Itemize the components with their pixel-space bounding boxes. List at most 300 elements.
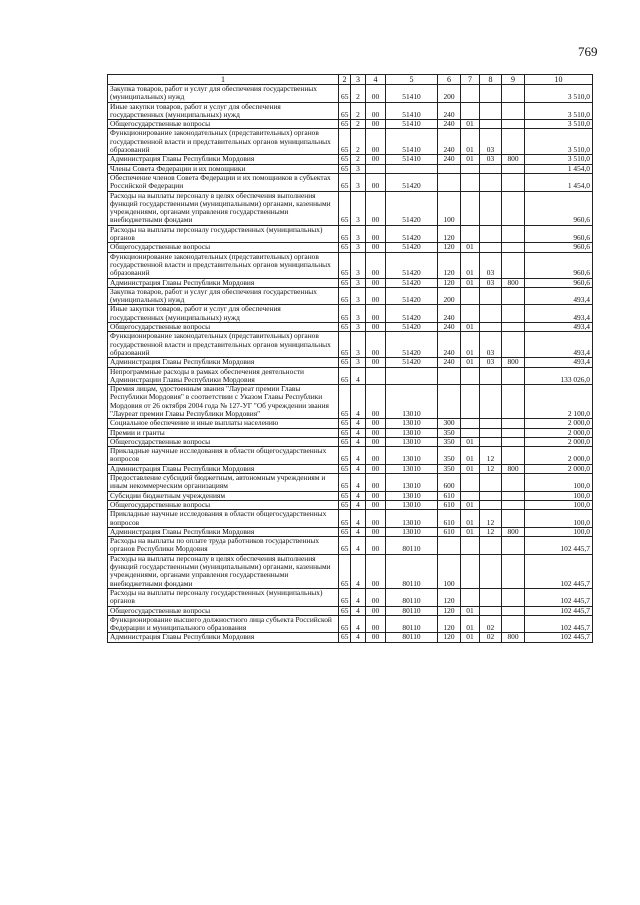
row-code-1: 65 (339, 323, 351, 332)
table-row (108, 102, 593, 120)
row-code-3: 00 (366, 419, 386, 428)
row-amount: 102 445,7 (525, 588, 593, 606)
row-code-7 (480, 428, 502, 437)
row-code-8 (502, 437, 525, 446)
row-code-2: 3 (351, 225, 366, 243)
row-code-4: 51420 (386, 323, 438, 332)
row-code-6: 01 (461, 437, 480, 446)
row-code-5: 120 (438, 633, 461, 642)
row-code-4: 51420 (386, 305, 438, 323)
row-code-7: 03 (480, 332, 502, 358)
row-code-3: 00 (366, 606, 386, 615)
row-code-8 (502, 447, 525, 465)
row-description: Субсидии бюджетным учреждениям (108, 491, 339, 500)
row-code-1: 65 (339, 437, 351, 446)
row-amount: 493,4 (525, 332, 593, 358)
table-row (108, 278, 593, 287)
row-code-3: 00 (366, 155, 386, 164)
row-code-3: 00 (366, 447, 386, 465)
row-code-1: 65 (339, 129, 351, 155)
row-code-2: 4 (351, 615, 366, 633)
row-code-2: 4 (351, 500, 366, 509)
row-code-3: 00 (366, 323, 386, 332)
row-code-6: 01 (461, 500, 480, 509)
row-code-6: 01 (461, 447, 480, 465)
table-row (108, 510, 593, 528)
row-code-2: 2 (351, 120, 366, 129)
row-code-3: 00 (366, 278, 386, 287)
row-code-4 (386, 367, 438, 385)
row-description: Общегосударственные вопросы (108, 120, 339, 129)
row-code-1: 65 (339, 191, 351, 225)
row-code-5: 100 (438, 191, 461, 225)
row-description: Функционирование законодательных (представительных) органов государственной власти и представительных органов муниципальных образований (108, 332, 339, 358)
row-code-1: 65 (339, 537, 351, 555)
row-code-2: 3 (351, 252, 366, 278)
row-description: Функционирование законодательных (представительных) органов государственной власти и представительных органов муниципальных образований (108, 129, 339, 155)
row-code-6: 01 (461, 464, 480, 473)
row-code-2: 2 (351, 85, 366, 103)
row-code-3: 00 (366, 173, 386, 191)
row-code-4: 51410 (386, 129, 438, 155)
row-code-5: 350 (438, 428, 461, 437)
row-code-7 (480, 367, 502, 385)
row-code-5: 350 (438, 464, 461, 473)
row-code-3: 00 (366, 615, 386, 633)
row-code-5: 120 (438, 615, 461, 633)
column-header: 8 (480, 75, 502, 85)
row-amount: 493,4 (525, 287, 593, 305)
row-description: Обеспечение членов Совета Федерации и их помощников в субъектах Российской Федерации (108, 173, 339, 191)
row-amount: 3 510,0 (525, 120, 593, 129)
row-code-2: 4 (351, 474, 366, 492)
row-code-6: 01 (461, 606, 480, 615)
row-code-4: 51410 (386, 155, 438, 164)
row-code-8: 800 (502, 464, 525, 473)
row-code-5: 240 (438, 332, 461, 358)
row-code-7 (480, 323, 502, 332)
row-code-1: 65 (339, 85, 351, 103)
row-code-4: 51410 (386, 120, 438, 129)
row-code-8: 800 (502, 527, 525, 536)
row-code-7: 03 (480, 278, 502, 287)
row-code-1: 65 (339, 419, 351, 428)
row-code-7 (480, 419, 502, 428)
row-code-4: 80110 (386, 588, 438, 606)
row-code-7: 12 (480, 464, 502, 473)
row-description: Расходы на выплаты персоналу в целях обеспечения выполнения функций государственными (муниципальными) органами, казенными учреждениями, органами управления государственными внебюджетными фондами (108, 554, 339, 588)
row-code-7 (480, 474, 502, 492)
row-code-3: 00 (366, 287, 386, 305)
row-code-8 (502, 385, 525, 419)
row-code-7 (480, 491, 502, 500)
row-code-1: 65 (339, 500, 351, 509)
row-code-3: 00 (366, 120, 386, 129)
row-amount: 493,4 (525, 305, 593, 323)
row-code-2: 2 (351, 155, 366, 164)
row-code-2: 3 (351, 243, 366, 252)
row-amount: 1 454,0 (525, 164, 593, 173)
row-code-5: 120 (438, 243, 461, 252)
row-description: Общегосударственные вопросы (108, 323, 339, 332)
table-row (108, 243, 593, 252)
row-code-4: 51420 (386, 243, 438, 252)
row-description: Администрация Главы Республики Мордовия (108, 464, 339, 473)
row-code-6: 01 (461, 252, 480, 278)
table-row (108, 155, 593, 164)
row-code-5: 240 (438, 120, 461, 129)
row-code-1: 65 (339, 164, 351, 173)
row-code-5: 100 (438, 554, 461, 588)
row-code-4: 13010 (386, 510, 438, 528)
row-description: Закупка товаров, работ и услуг для обеспечения государственных (муниципальных) нужд (108, 287, 339, 305)
row-amount: 3 510,0 (525, 85, 593, 103)
row-code-4: 51420 (386, 173, 438, 191)
row-amount: 3 510,0 (525, 102, 593, 120)
row-code-6: 01 (461, 120, 480, 129)
table-row (108, 173, 593, 191)
row-code-5: 610 (438, 491, 461, 500)
row-code-6 (461, 537, 480, 555)
row-code-6 (461, 191, 480, 225)
row-code-2: 3 (351, 164, 366, 173)
row-description: Члены Совета Федерации и их помощники (108, 164, 339, 173)
row-code-7 (480, 606, 502, 615)
row-code-3: 00 (366, 252, 386, 278)
row-description: Общегосударственные вопросы (108, 437, 339, 446)
row-code-5: 240 (438, 305, 461, 323)
row-code-8 (502, 332, 525, 358)
row-code-5: 350 (438, 447, 461, 465)
row-amount: 493,4 (525, 358, 593, 367)
column-header: 7 (461, 75, 480, 85)
row-code-7: 03 (480, 155, 502, 164)
table-row (108, 537, 593, 555)
row-code-3: 00 (366, 358, 386, 367)
row-code-4: 80110 (386, 554, 438, 588)
row-code-5: 610 (438, 527, 461, 536)
budget-table (107, 74, 593, 643)
row-code-6: 01 (461, 358, 480, 367)
row-description: Общегосударственные вопросы (108, 243, 339, 252)
row-code-8 (502, 474, 525, 492)
row-code-5 (438, 367, 461, 385)
table-body (108, 85, 593, 643)
row-code-3: 00 (366, 527, 386, 536)
row-code-6 (461, 474, 480, 492)
row-code-3: 00 (366, 554, 386, 588)
row-description: Администрация Главы Республики Мордовия (108, 358, 339, 367)
row-code-4: 51420 (386, 225, 438, 243)
row-code-5 (438, 385, 461, 419)
row-code-8 (502, 129, 525, 155)
row-code-5: 350 (438, 437, 461, 446)
row-description: Расходы на выплаты персоналу в целях обеспечения выполнения функций государственными (муниципальными) органами, казенными учреждениями, органами управления государственными внебюджетными фондами (108, 191, 339, 225)
row-code-1: 65 (339, 510, 351, 528)
row-code-6: 01 (461, 615, 480, 633)
table-row (108, 428, 593, 437)
row-description: Закупка товаров, работ и услуг для обеспечения государственных (муниципальных) нужд (108, 85, 339, 103)
table-row (108, 305, 593, 323)
table-row (108, 129, 593, 155)
row-code-8 (502, 367, 525, 385)
table-row (108, 191, 593, 225)
row-code-6: 01 (461, 323, 480, 332)
row-code-1: 65 (339, 606, 351, 615)
row-amount: 960,6 (525, 243, 593, 252)
row-code-5: 200 (438, 287, 461, 305)
column-header: 3 (351, 75, 366, 85)
row-code-5: 200 (438, 85, 461, 103)
row-code-6: 01 (461, 129, 480, 155)
row-amount: 960,6 (525, 225, 593, 243)
row-code-7 (480, 588, 502, 606)
row-code-7 (480, 102, 502, 120)
table-row (108, 225, 593, 243)
row-code-5: 240 (438, 129, 461, 155)
table-row (108, 491, 593, 500)
row-amount: 133 026,0 (525, 367, 593, 385)
row-code-8 (502, 225, 525, 243)
row-code-7 (480, 437, 502, 446)
row-code-8 (502, 323, 525, 332)
row-code-2: 3 (351, 173, 366, 191)
row-code-3: 00 (366, 464, 386, 473)
row-amount: 100,0 (525, 527, 593, 536)
row-code-8 (502, 287, 525, 305)
row-code-3 (366, 367, 386, 385)
row-amount: 100,0 (525, 500, 593, 509)
row-description: Общегосударственные вопросы (108, 500, 339, 509)
table-row (108, 252, 593, 278)
row-code-1: 65 (339, 633, 351, 642)
row-code-6: 01 (461, 243, 480, 252)
row-description: Администрация Главы Республики Мордовия (108, 155, 339, 164)
row-code-3: 00 (366, 491, 386, 500)
row-code-4: 13010 (386, 527, 438, 536)
row-amount: 100,0 (525, 474, 593, 492)
row-code-5: 240 (438, 358, 461, 367)
row-code-7: 12 (480, 510, 502, 528)
row-code-7: 02 (480, 633, 502, 642)
row-code-4: 80110 (386, 615, 438, 633)
row-code-7 (480, 225, 502, 243)
row-code-6: 01 (461, 510, 480, 528)
row-code-4: 51420 (386, 358, 438, 367)
row-code-7 (480, 173, 502, 191)
row-code-7 (480, 120, 502, 129)
row-code-7 (480, 537, 502, 555)
row-amount: 102 445,7 (525, 606, 593, 615)
row-code-8 (502, 554, 525, 588)
row-code-4: 51420 (386, 287, 438, 305)
row-code-8 (502, 120, 525, 129)
row-code-6: 01 (461, 155, 480, 164)
row-code-8: 800 (502, 278, 525, 287)
row-code-7: 12 (480, 527, 502, 536)
row-description: Прикладные научные исследования в области общегосударственных вопросов (108, 447, 339, 465)
row-code-7 (480, 500, 502, 509)
row-amount: 2 100,0 (525, 385, 593, 419)
table-row (108, 120, 593, 129)
table-row (108, 500, 593, 509)
row-code-8 (502, 164, 525, 173)
row-code-8 (502, 588, 525, 606)
row-code-5: 120 (438, 252, 461, 278)
row-amount: 3 510,0 (525, 155, 593, 164)
row-description: Функционирование законодательных (представительных) органов государственной власти и представительных органов муниципальных образований (108, 252, 339, 278)
row-code-4: 51410 (386, 102, 438, 120)
row-code-6 (461, 85, 480, 103)
row-amount: 102 445,7 (525, 537, 593, 555)
table-row (108, 554, 593, 588)
row-code-7 (480, 191, 502, 225)
row-description: Прикладные научные исследования в области общегосударственных вопросов (108, 510, 339, 528)
row-code-5: 240 (438, 102, 461, 120)
row-code-6 (461, 588, 480, 606)
row-code-1: 65 (339, 278, 351, 287)
row-code-4: 13010 (386, 437, 438, 446)
row-code-3: 00 (366, 428, 386, 437)
row-code-1: 65 (339, 332, 351, 358)
row-code-6: 01 (461, 633, 480, 642)
row-code-1: 65 (339, 225, 351, 243)
row-code-7 (480, 243, 502, 252)
row-code-2: 3 (351, 332, 366, 358)
row-code-8 (502, 500, 525, 509)
row-amount: 960,6 (525, 252, 593, 278)
row-code-2: 4 (351, 385, 366, 419)
row-code-8 (502, 102, 525, 120)
row-code-7: 02 (480, 615, 502, 633)
row-code-6 (461, 305, 480, 323)
row-amount: 100,0 (525, 491, 593, 500)
row-code-5: 120 (438, 588, 461, 606)
row-amount: 102 445,7 (525, 615, 593, 633)
row-code-7: 12 (480, 447, 502, 465)
column-header: 1 (108, 75, 339, 85)
row-code-8 (502, 305, 525, 323)
row-code-5: 120 (438, 278, 461, 287)
row-code-3: 00 (366, 243, 386, 252)
row-code-5: 300 (438, 419, 461, 428)
table-row (108, 287, 593, 305)
row-code-4: 80110 (386, 633, 438, 642)
row-code-2: 3 (351, 358, 366, 367)
row-code-4: 51410 (386, 85, 438, 103)
row-code-2: 3 (351, 278, 366, 287)
row-code-1: 65 (339, 527, 351, 536)
row-code-3: 00 (366, 500, 386, 509)
row-code-2: 4 (351, 447, 366, 465)
row-code-2: 4 (351, 419, 366, 428)
row-code-6 (461, 554, 480, 588)
row-description: Администрация Главы Республики Мордовия (108, 633, 339, 642)
row-code-8 (502, 606, 525, 615)
row-code-2: 2 (351, 102, 366, 120)
row-code-6 (461, 287, 480, 305)
row-code-7 (480, 85, 502, 103)
row-code-7 (480, 287, 502, 305)
row-code-2: 4 (351, 428, 366, 437)
row-code-3: 00 (366, 305, 386, 323)
row-code-8: 800 (502, 633, 525, 642)
row-code-2: 4 (351, 491, 366, 500)
row-code-4: 13010 (386, 385, 438, 419)
row-description: Администрация Главы Республики Мордовия (108, 278, 339, 287)
row-code-2: 4 (351, 510, 366, 528)
row-code-2: 4 (351, 437, 366, 446)
row-code-6 (461, 385, 480, 419)
row-description: Непрограммные расходы в рамках обеспечения деятельности Администрации Главы Республики Мордовия (108, 367, 339, 385)
row-code-1: 65 (339, 428, 351, 437)
row-code-1: 65 (339, 120, 351, 129)
row-code-6: 01 (461, 527, 480, 536)
column-header: 2 (339, 75, 351, 85)
row-amount: 102 445,7 (525, 554, 593, 588)
row-code-5: 240 (438, 323, 461, 332)
row-code-4: 80110 (386, 537, 438, 555)
row-code-2: 4 (351, 588, 366, 606)
row-code-1: 65 (339, 491, 351, 500)
row-code-1: 65 (339, 102, 351, 120)
table-row (108, 527, 593, 536)
table-row (108, 367, 593, 385)
row-description: Расходы на выплаты по оплате труда работников государственных органов Республики Мордовия (108, 537, 339, 555)
row-code-8 (502, 537, 525, 555)
column-header: 10 (525, 75, 593, 85)
row-code-4: 13010 (386, 419, 438, 428)
row-code-5 (438, 537, 461, 555)
row-code-1: 65 (339, 287, 351, 305)
row-code-8 (502, 252, 525, 278)
row-code-2: 4 (351, 554, 366, 588)
row-code-1: 65 (339, 305, 351, 323)
row-code-2: 4 (351, 464, 366, 473)
row-code-5: 610 (438, 500, 461, 509)
row-code-8 (502, 173, 525, 191)
row-code-3: 00 (366, 437, 386, 446)
table-row (108, 332, 593, 358)
row-code-5: 240 (438, 155, 461, 164)
row-code-6 (461, 367, 480, 385)
table-row (108, 447, 593, 465)
row-code-1: 65 (339, 464, 351, 473)
row-description: Премия лицам, удостоенным звания "Лауреат премии Главы Республики Мордовия" в соответствии с Указом Главы Республики Мордовия от 26 октября 2004 года № 127-УГ "Об учреждении звания "Лауреат премии Главы Республики Мордовия" (108, 385, 339, 419)
row-code-6 (461, 491, 480, 500)
row-code-2: 3 (351, 305, 366, 323)
row-code-6: 01 (461, 332, 480, 358)
row-code-1: 65 (339, 173, 351, 191)
row-code-3: 00 (366, 510, 386, 528)
table-row (108, 588, 593, 606)
row-amount: 2 000,0 (525, 447, 593, 465)
row-amount: 2 000,0 (525, 428, 593, 437)
row-code-3: 00 (366, 474, 386, 492)
row-code-8: 800 (502, 358, 525, 367)
table-row (108, 474, 593, 492)
row-code-1: 65 (339, 155, 351, 164)
table-row (108, 164, 593, 173)
row-code-2: 3 (351, 191, 366, 225)
column-header: 9 (502, 75, 525, 85)
row-code-5: 120 (438, 606, 461, 615)
row-code-3: 00 (366, 537, 386, 555)
row-code-3: 00 (366, 332, 386, 358)
row-code-4: 51420 (386, 191, 438, 225)
row-code-1: 65 (339, 615, 351, 633)
row-code-7 (480, 385, 502, 419)
